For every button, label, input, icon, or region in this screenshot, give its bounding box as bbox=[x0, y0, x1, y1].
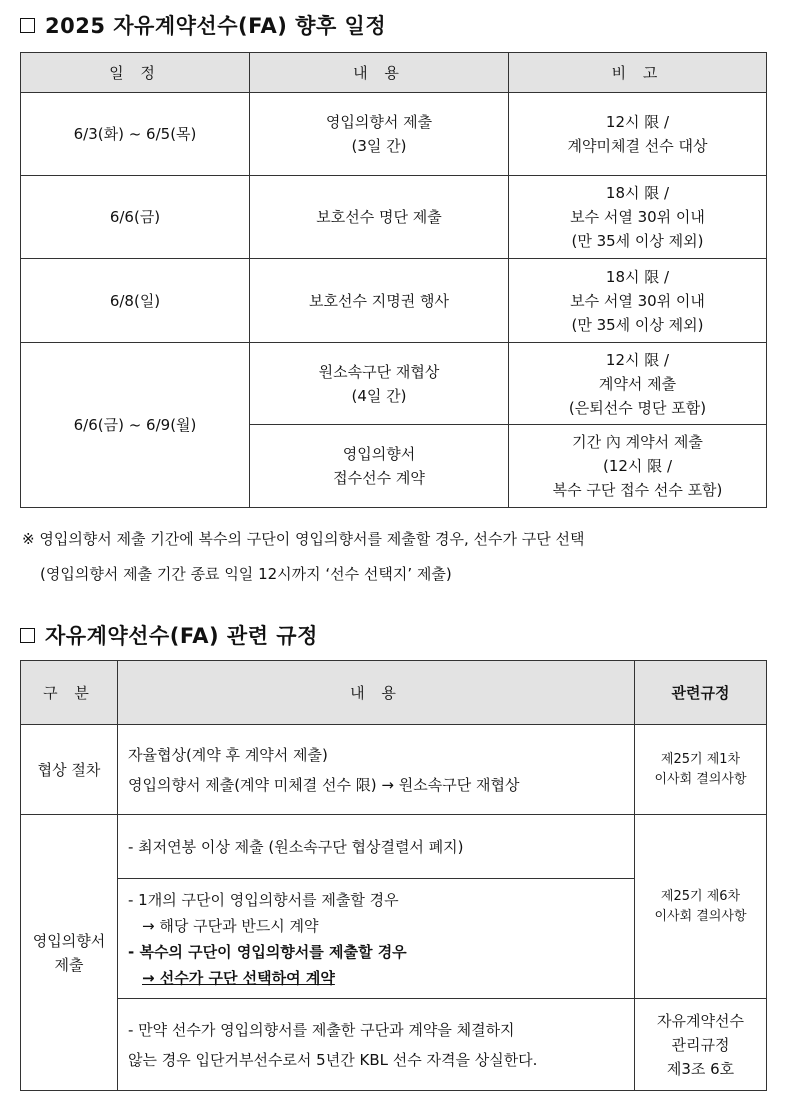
content-cell: 영입의향서 접수선수 계약 bbox=[250, 425, 509, 508]
header-category: 구 분 bbox=[21, 661, 118, 725]
date-cell: 6/6(금) ~ 6/9(월) bbox=[21, 343, 250, 508]
table-row bbox=[21, 93, 767, 176]
content-cell: - 1개의 구단이 영입의향서를 제출할 경우 → 해당 구단과 반드시 계약 - 복수의 구단이 영입의향서를 제출할 경우 → 선수가 구단 선택하여 계약 bbox=[118, 879, 635, 999]
checkbox-square-icon bbox=[20, 18, 35, 33]
section1-title: 2025 자유계약선수(FA) 향후 일정 bbox=[45, 14, 387, 38]
content-cell: 보호선수 명단 제출 bbox=[250, 176, 509, 259]
footnote-line-2: (영입의향서 제출 기간 종료 익일 12시까지 ‘선수 선택지’ 제출) bbox=[40, 565, 452, 583]
rule-cell: 자유계약선수 관리규정 제3조 6호 bbox=[635, 999, 767, 1091]
remarks-cell: 12시 限 / 계약서 제출 (은퇴선수 명단 포함) bbox=[509, 343, 767, 425]
rule-cell: 제25기 제6차 이사회 결의사항 bbox=[635, 815, 767, 999]
content-cell: 보호선수 지명권 행사 bbox=[250, 259, 509, 343]
header-rule: 관련규정 bbox=[635, 661, 767, 725]
category-cell: 협상 절차 bbox=[21, 725, 118, 815]
remarks-cell: 18시 限 / 보수 서열 30위 이내 (만 35세 이상 제외) bbox=[509, 259, 767, 343]
table-row bbox=[21, 815, 767, 879]
remarks-cell: 12시 限 / 계약미체결 선수 대상 bbox=[509, 93, 767, 176]
table-row bbox=[21, 343, 767, 425]
remarks-cell: 18시 限 / 보수 서열 30위 이내 (만 35세 이상 제외) bbox=[509, 176, 767, 259]
fa-schedule-table bbox=[20, 52, 767, 508]
content-cell: 영입의향서 제출 (3일 간) bbox=[250, 93, 509, 176]
table-row bbox=[21, 999, 767, 1091]
header-content: 내 용 bbox=[118, 661, 635, 725]
table-row bbox=[21, 176, 767, 259]
section2-heading bbox=[20, 620, 318, 650]
date-cell: 6/3(화) ~ 6/5(목) bbox=[21, 93, 250, 176]
section2-title: 자유계약선수(FA) 관련 규정 bbox=[45, 624, 318, 648]
header-date: 일 정 bbox=[21, 53, 250, 93]
remarks-cell: 기간 內 계약서 제출 (12시 限 / 복수 구단 접수 선수 포함) bbox=[509, 425, 767, 508]
content-cell: - 최저연봉 이상 제출 (원소속구단 협상결렬서 폐지) bbox=[118, 815, 635, 879]
header-content: 내 용 bbox=[250, 53, 509, 93]
content-cell: 원소속구단 재협상 (4일 간) bbox=[250, 343, 509, 425]
rule-cell: 제25기 제1차 이사회 결의사항 bbox=[635, 725, 767, 815]
content-cell: 자율협상(계약 후 계약서 제출) 영입의향서 제출(계약 미체결 선수 限) → 원소속구단 재협상 bbox=[118, 725, 635, 815]
category-cell: 영입의향서 제출 bbox=[21, 815, 118, 1091]
content-cell: - 만약 선수가 영입의향서를 제출한 구단과 계약을 체결하지 않는 경우 입단거부선수로서 5년간 KBL 선수 자격을 상실한다. bbox=[118, 999, 635, 1091]
section1-heading bbox=[20, 10, 386, 40]
header-remarks: 비 고 bbox=[509, 53, 767, 93]
date-cell: 6/8(일) bbox=[21, 259, 250, 343]
footnote-line-1: ※ 영입의향서 제출 기간에 복수의 구단이 영입의향서를 제출할 경우, 선수가 구단 선택 bbox=[22, 530, 585, 548]
table-row bbox=[21, 725, 767, 815]
fa-rules-table bbox=[20, 660, 767, 1091]
table-row bbox=[21, 259, 767, 343]
checkbox-square-icon bbox=[20, 628, 35, 643]
date-cell: 6/6(금) bbox=[21, 176, 250, 259]
